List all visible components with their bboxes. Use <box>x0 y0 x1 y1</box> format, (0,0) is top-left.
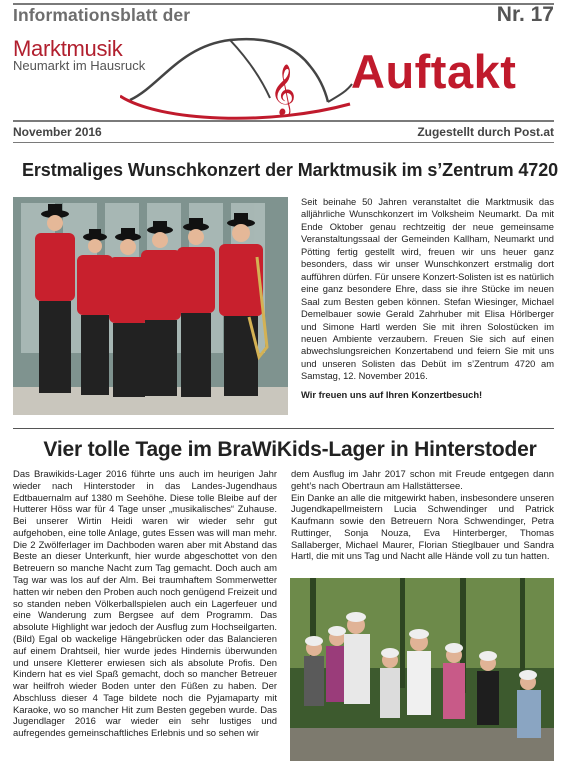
issue-number: Nr. 17 <box>496 3 554 26</box>
brand-subtitle: Neumarkt im Hausruck <box>13 58 146 73</box>
article1-body: Seit beinahe 50 Jahren veranstaltet die Marktmusik das alljährliche Wunschkonzert im Volksheim Neumarkt. Da mit Ende Oktober genau rechtzeitig der neue gemeinsame Veranstaltungssaal der Gemeinden Kallham, Neumarkt und Pötting fertig gestellt wird, freuen wir uns heuer ganz besonders, dass wir unser Wunschkonzert erstmalig dort aufführen dürfen. Für unsere Konzert-Solisten ist es natürlich eine ganz besondere Ehre, dass sie ihre Stücke im neuen Saal zum Besten geben können. Stefan Wiesinger, Michael Demelbauer sowie Gerald Zahrhuber mit Elisa Hörlberger und Simone Hartl werden Sie mit ihren Solostücken im neuen Ambiente verzaubern. Freuen Sie sich auf einen abwechslungsreichen Konzertabend und feiern Sie mit uns und unseren Solisten das Debüt im s’Zentrum 4720 am Samstag, 12. November 2016. <box>301 197 554 382</box>
article2-body-right-p2: Ein Danke an alle die mitgewirkt haben, insbesondere unseren Jugendkapellmeistern Lucia Schwendinger und Patrick Kaufmann sowie den Betreuern Nora Schwendinger, Petra Ruttinger, Sonja Nouza, Eva Hinterberger, Thomas Sallaberger, Michael Maurer, Florian Stieglbauer und Sandra Hartl, die mit uns Tag und Nacht alle Hände voll zu tun hatten. <box>291 492 554 563</box>
section-divider <box>13 428 554 429</box>
article2-body-left: Das Brawikids-Lager 2016 führte uns auch im heurigen Jahr wieder nach Hinterstoder in das Landes-Jugendhaus Edtbauernalm auf 1380 m Seehöhe. Diese tolle Bleibe auf der Hutterer Höss war für 4 Tage unser „musikalisches“ Zuhause. Bei unserer Wirtin Heidi waren wir wieder sehr gut aufgehoben, eine tolle Anlage, gutes Essen was will man mehr. Die 2 Zwölferlager im Dachboden waren aber mit Abstand das Beste an dieser Unterkunft, hier wurde abgeschottet von den Betreuern so manche Nacht zum Tag gemacht. Doch auch am Tag war was los auf der Alm. Bei traumhaftem Sommerwetter hatten wir neben den Proben auch noch genügend Freizeit und so standen neben Völkerballspielen auch ein Lagerfeuer und eine Wanderung zum Bergsee auf dem Programm. Das absolute Highlight war jedoch der Ausflug zum Hochseilgarten. (Bild) Egal ob wackelige Hängebrücken oder das Balancieren auf einem Drahtseil, hier wurde jedes Hindernis überwunden und unsere Kletterer erwiesen sich als absolute Profis. Den Kindern hat es viel Spaß gemacht, doch so mancher Betreuer war heilfroh wieder Boden unter den Füßen zu haben. Der Abschluss dieser 4 Tage bildete noch die Pyjamaparty mit Karaoke, wo so mancher Hit zum Besten gegeben wurde. Das Jugendlager 2016 war wieder ein sehr lustiges und aufregendes gemeinschaftliches Erlebnis und so sehen wir <box>13 469 277 740</box>
publication-label: Informationsblatt der <box>13 5 191 25</box>
article2-headline: Vier tolle Tage im BraWiKids-Lager in Hinterstoder <box>43 438 537 461</box>
newsletter-title: Auftakt <box>351 45 517 98</box>
svg-text:𝄞: 𝄞 <box>270 64 297 115</box>
brand-name: Marktmusik <box>13 36 123 61</box>
article2-body-right-p1: dem Ausflug im Jahr 2017 schon mit Freude entgegen dann geht’s nach Obertraun am Hallstättersee. <box>291 469 554 492</box>
hat-logo-icon <box>120 26 360 126</box>
issue-date: November 2016 <box>13 125 102 139</box>
article2-body-right <box>291 469 554 563</box>
delivery-note: Zugestellt durch Post.at <box>417 125 554 139</box>
article1-closing: Wir freuen uns auf Ihren Konzertbesuch! <box>301 389 483 400</box>
article1-headline: Erstmaliges Wunschkonzert der Marktmusik im s’Zentrum 4720 <box>21 160 559 180</box>
musicians-group-photo <box>13 197 288 415</box>
kids-group-photo <box>290 578 554 761</box>
meta-rule-bottom <box>13 142 554 143</box>
meta-rule-top <box>13 120 554 122</box>
